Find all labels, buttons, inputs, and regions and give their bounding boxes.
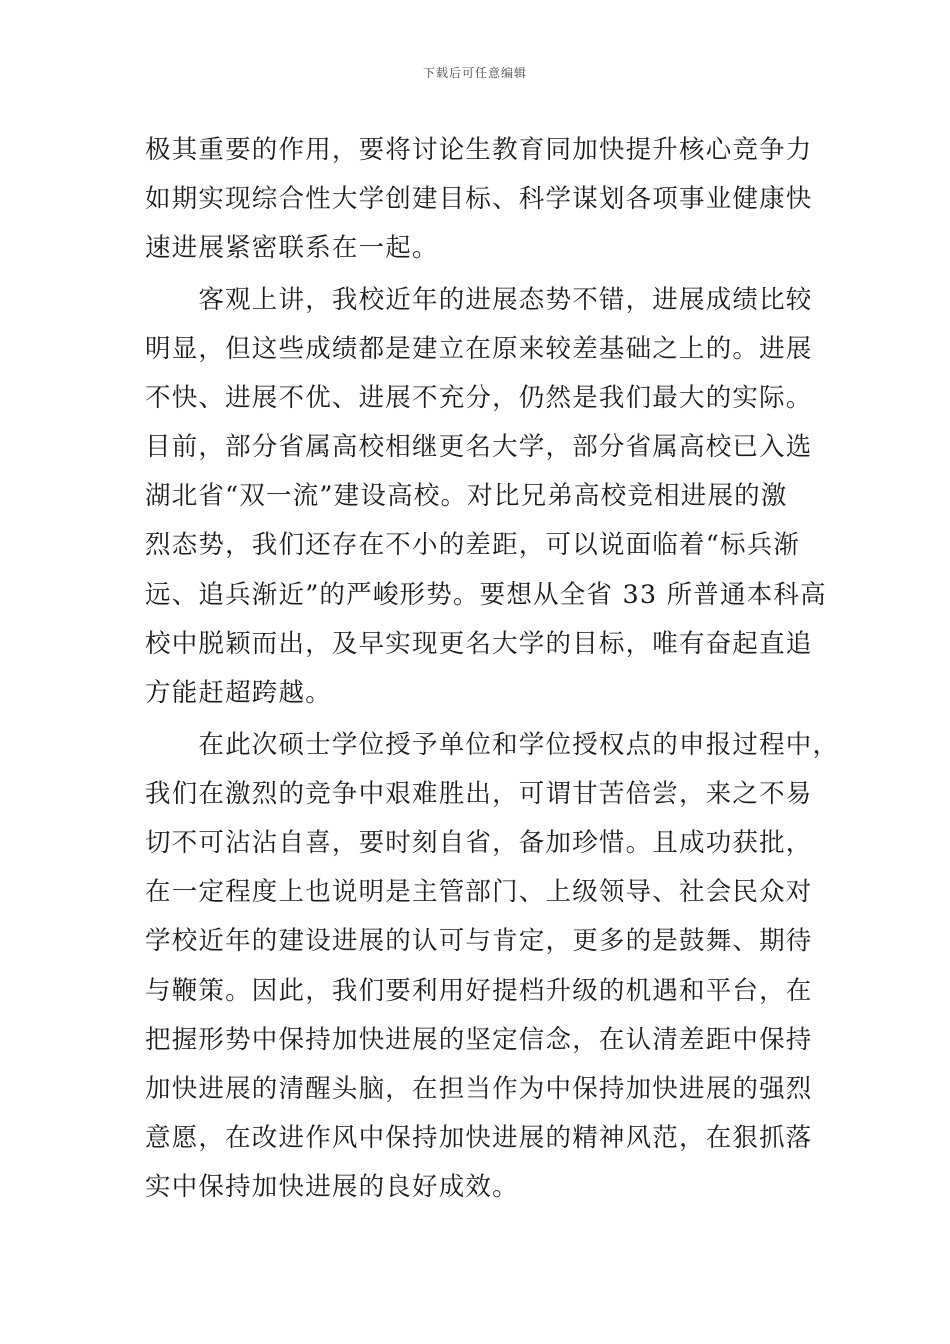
text-line: 意愿，在改进作风中保持加快进展的精神风范，在狠抓落 (145, 1123, 813, 1153)
text-line: 方能赶超跨越。 (145, 678, 332, 708)
text-line: 与鞭策。因此，我们要利用好提档升级的机遇和平台，在 (145, 976, 813, 1006)
text-line: 我们在激烈的竞争中艰难胜出，可谓甘苦倍尝，来之不易 (145, 779, 813, 809)
text-line: 在此次硕士学位授予单位和学位授权点的申报过程中， (145, 730, 840, 760)
page-header: 下载后可任意编辑 (422, 66, 527, 80)
text-line: 不快、进展不优、进展不充分，仍然是我们最大的实际。 (145, 383, 813, 413)
text-line: 切不可沾沾自喜，要时刻自省，备加珍惜。且成功获批， (145, 828, 813, 858)
text-line: 烈态势，我们还存在不小的差距，可以说面临着“标兵渐 (145, 530, 801, 560)
text-line: 把握形势中保持加快进展的坚定信念，在认清差距中保持 (145, 1025, 813, 1055)
text-line: 明显，但这些成绩都是建立在原来较差基础之上的。进展 (145, 334, 813, 364)
text-line: 极其重要的作用，要将讨论生教育同加快提升核心竞争力 (145, 135, 813, 165)
text-line: 实中保持加快进展的良好成效。 (145, 1172, 519, 1202)
text-line: 如期实现综合性大学创建目标、科学谋划各项事业健康快 (145, 184, 813, 214)
text-line: 校中脱颖而出，及早实现更名大学的目标，唯有奋起直追 (145, 629, 813, 659)
text-line: 客观上讲，我校近年的进展态势不错，进展成绩比较 (145, 285, 813, 315)
text-line: 在一定程度上也说明是主管部门、上级领导、社会民众对 (145, 877, 813, 907)
text-line: 远、追兵渐近”的严峻形势。要想从全省 33 所普通本科高 (145, 580, 827, 610)
text-line: 目前，部分省属高校相继更名大学，部分省属高校已入选 (145, 432, 813, 462)
text-line: 速进展紧密联系在一起。 (145, 233, 439, 263)
text-line: 学校近年的建设进展的认可与肯定，更多的是鼓舞、期待 (145, 926, 813, 956)
text-line: 湖北省“双一流”建设高校。对比兄弟高校竞相进展的激 (145, 481, 788, 511)
text-line: 加快进展的清醒头脑，在担当作为中保持加快进展的强烈 (145, 1074, 813, 1104)
